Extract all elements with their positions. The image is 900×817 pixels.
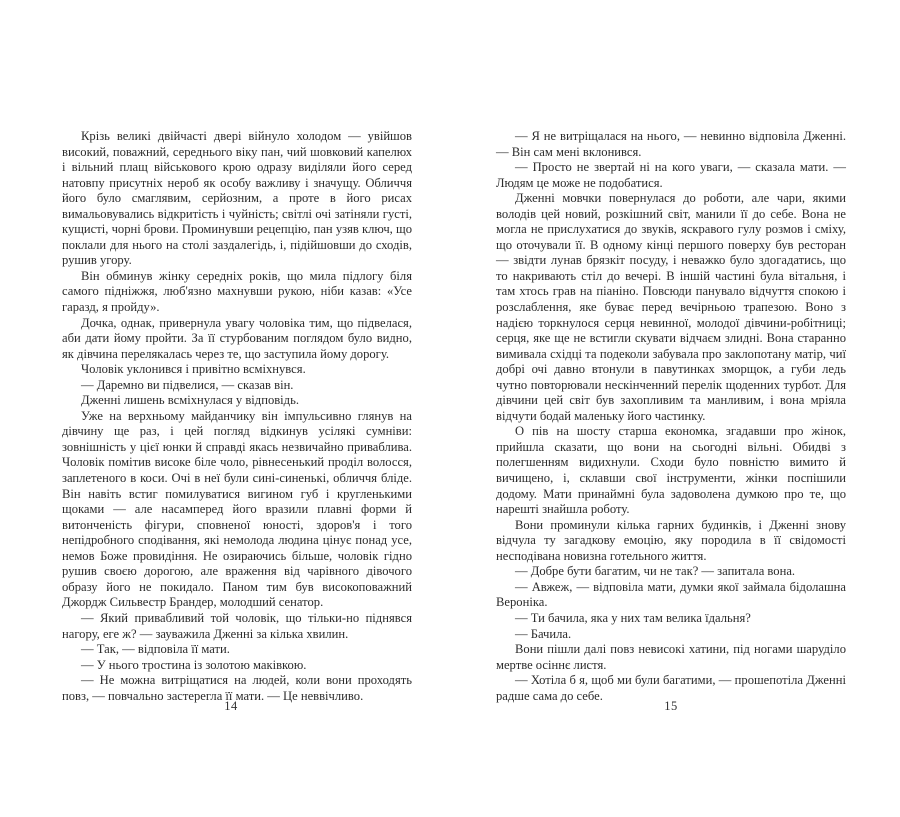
- paragraph: Дженні лишень всміхнулася у відповідь.: [81, 393, 299, 408]
- paragraph: — Який привабливий той чоловік, що тільки-но піднявся нагору, еге ж? — зауважила Дженні за кілька хвилин.: [62, 610, 412, 641]
- page-right: [434, 0, 868, 817]
- page-left-number: 14: [224, 699, 238, 713]
- paragraph: — Бачила.: [515, 626, 572, 641]
- paragraph: — Ти бачила, яка у них там велика їдальня?: [515, 610, 751, 625]
- paragraph: — Так, — відповіла її мати.: [81, 642, 230, 657]
- page-right-number: 15: [664, 699, 678, 713]
- paragraph: — Просто не звертай ні на кого уваги, — сказала мати. — Людям це може не подобатися.: [496, 160, 846, 190]
- page-left: [0, 0, 434, 817]
- paragraph: — Добре бути багатим, чи не так? — запитала вона.: [515, 564, 796, 579]
- paragraph: Вони пішли далі повз невисокі хатини, під ногами шаруділо мертве осіннє листя.: [496, 642, 846, 672]
- paragraph: Крізь великі двійчасті двері війнуло холодом — увійшов високий, поважний, середнього віку пан, чий шовковий капелюх і вільний плащ військового крою одразу виділяли його серед натовпу присутніх нероб як особу важливу і значущу. Обличчя його було смаглявим, серйозним, а проте в його рисах вимальовувались відкритість і чуйність; світлі очі затіняли густі, кущисті, чорні брови. Проминувши рецепцію, пан узяв ключ, що поклали для нього на столі заздалегідь, і, підійшовши до сходів, рушив угору.: [62, 129, 412, 268]
- page-left-text: [62, 129, 412, 704]
- paragraph: — Хотіла б я, щоб ми були багатими, — прошепотіла Дженні радше сама до себе.: [496, 673, 846, 703]
- paragraph: Дженні мовчки повернулася до роботи, але чари, якими володів цей новий, розкішний світ, манили її до себе. Вона не могла не прислухатися до звуків, яскравого гулу розмов і сміху, що оточували її. В одному кінці першого поверху був ресторан — звідти лунав брязкіт посуду, і неважко було здогадатись, що то накривають стіл до вечері. В іншій частині була вітальня, і там хтось грав на піаніно. Повсюди панувало відчуття спокою і розслаблення, яке буває перед вечірньою трапезою. Воно з надією торкнулося серця невинної, молодої дівчини-робітниці; серця, яке ще не встигли скувати відчаєм злидні. Вона старанно вимивала східці та подеколи забувала про заклопотану матір, чиї добрі очі давно втонули в павутинках зморщок, а губи ледь чутно повторювали нескінченний перелік щоденних турбот. Для дівчини цей світ був захопливим та манливим, і вона мріяла відчути бодай маленьку його частинку.: [496, 191, 846, 423]
- paragraph: — Авжеж, — відповіла мати, думки якої займала бідолашна Вероніка.: [496, 579, 846, 610]
- paragraph: — У нього тростина із золотою маківкою.: [81, 657, 307, 672]
- paragraph: Дочка, однак, привернула увагу чоловіка тим, що підвелася, аби дати йому пройти. За її стурбованим поглядом було видно, як дівчина перелякалась через те, що заступила йому дорогу.: [62, 315, 412, 361]
- paragraph: Вони проминули кілька гарних будинків, і Дженні знову відчула ту загадкову емоцію, яку породила в її свідомості несподівана новизна готельного життя.: [496, 517, 846, 563]
- paragraph: — Даремно ви підвелися, — сказав він.: [81, 377, 294, 392]
- paragraph: — Я не витріщалася на нього, — невинно відповіла Дженні. — Він сам мені вклонився.: [496, 129, 846, 159]
- paragraph: Він обминув жінку середніх років, що мила підлогу біля самого підніжжя, люб'язно махнувши рукою, ніби казав: «Усе гаразд, я пройду».: [62, 268, 412, 315]
- page-right-text: [496, 129, 846, 704]
- paragraph: — Не можна витріщатися на людей, коли вони проходять повз, — повчально застерегла її мати. — Це неввічливо.: [62, 673, 412, 703]
- paragraph: Уже на верхньому майданчику він імпульсивно глянув на дівчину ще раз, і цей погляд відкинув усілякі сумніви: зовнішність у цієї юнки й справді якась незвичайно приваблива. Чоловік помітив високе біле чоло, рівнесенький проділ волосся, заплетеного в коси. Очі в неї були сині-синенькі, обличчя бліде. Він навіть встиг помилуватися вигином губ і кругленькими щоками — але насамперед його вразили плавні форми й витонченість фігури, сповненої юності, здоров'я і того непідробного сподівання, які немолода людина цінує понад усе, немов Боже провидіння. Не озираючись більше, чоловік гідно рушив своєю дорогою, але враження від чарівного дівочого образу його не покидало. Паном тим був високоповажний Джордж Сильвестр Брандер, молодший сенатор.: [62, 408, 412, 610]
- paragraph: Чоловік уклонився і привітно всміхнувся.: [81, 362, 306, 377]
- paragraph: О пів на шосту старша економка, згадавши про жінок, прийшла сказати, що вони на сьогодні вільні. Обидві з полегшенням видихнули. Сходи було повністю вимито й вичищено, і, склавши свої інструменти, жінки поспішили додому. Мати принаймні була задоволена думкою про те, що нарешті знайшла роботу.: [496, 424, 846, 517]
